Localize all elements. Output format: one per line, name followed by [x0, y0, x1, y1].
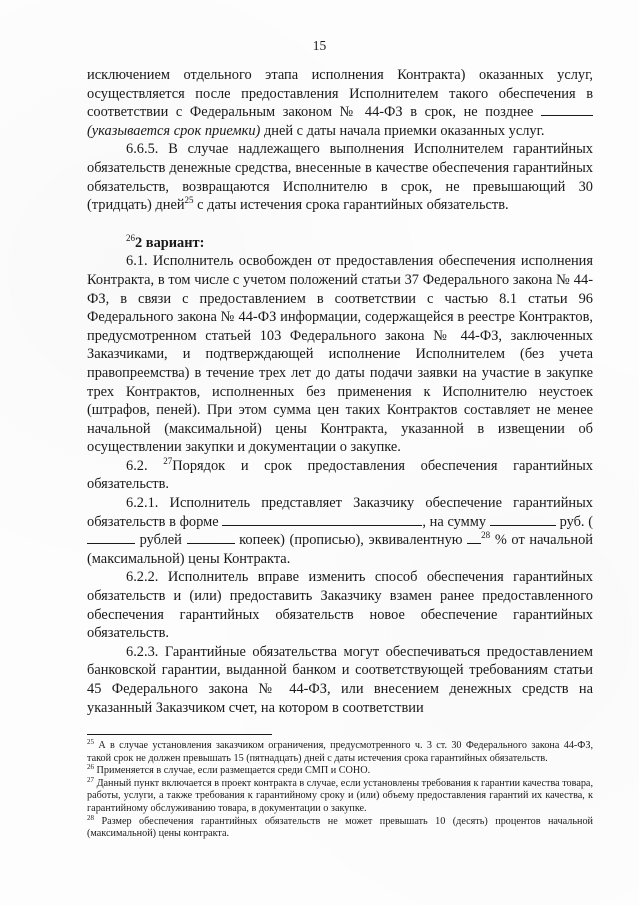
blank-field — [222, 513, 422, 526]
footnote-28: $^{28}$ Размер обеспечения гарантийных обязательств не может превышать 10 (десять) процентов начальной (максимальной) цены контракта. — [87, 813, 593, 840]
paragraph-6-1: 6.1. Исполнитель освобожден от предоставления обеспечения исполнения Контракта, в том числе с учетом положений статьи 37 Федерального закона № 44-ФЗ, в связи с предоставлением в соответствии с частью 8.1 статьи 96 Федерального закона № 44-ФЗ информации, содержащейся в реестре Контрактов, предусмотренном статьей 103 Федерального закона № 44-ФЗ, заключенных Заказчиками, и подтверждающей исполнение Исполнителем (без учета правопреемства) в течение трех лет до даты подачи заявки на участие в закупке трех Контрактов, исполненных без применения к Исполнителю неустоек (штрафов, пеней). При этом сумма цен таких Контрактов составляет не менее начальной (максимальной) цены Контракта, указанной в извещении об осуществлении закупки и документации о закупке. — [87, 253, 593, 456]
page-number: 15 — [312, 38, 327, 53]
paragraph-6-2-3: 6.2.3. Гарантийные обязательства могут обеспечиваться предоставлением банковской гарантии, выданной банком и соответствующей требованиям статьи 45 Федерального закона № 44-ФЗ, или внесением денежных средств на указанный Заказчиком счет, на котором в соответствии — [87, 643, 593, 716]
document-body — [87, 66, 593, 717]
footnote-ref: 25 — [184, 195, 194, 206]
footnote-27: $^{27}$ Данный пункт включается в проект контракта в случае, если установлены требования к гарантии качества товара, работы, услуги, а также требования к гарантийному сроку и (или) объему предоставления гарантий их качества, к гарантийному обслуживанию товара, в документации о закупке. — [87, 775, 593, 814]
blank-field — [187, 531, 235, 544]
paragraph-continuation: исключением отдельного этапа исполнения Контракта) оказанных услуг, осуществляется после предоставления Исполнителем такого обеспечения в соответствии с Федеральным законом № 44-ФЗ в срок, не позднее (указывается срок приемки) дней с даты начала приемки оказанных услуг. — [87, 67, 593, 139]
footnote-separator — [87, 734, 272, 735]
section-heading: $^{26}$2 вариант: — [126, 232, 205, 251]
paragraph-6-2-1: 6.2.1. Исполнитель представляет Заказчику обеспечение гарантийных обязательств в форме , на сумму руб. ( рублей копеек) (прописью), эквивалентную $^{28}$ % от начальной (максимальной) цены Контракта. — [87, 495, 594, 567]
footnote-ref: 28 — [481, 530, 491, 541]
blank-field — [541, 103, 593, 116]
blank-field — [87, 531, 135, 544]
footnote-ref: 27 — [163, 455, 173, 466]
footnote-25: $^{25}$ А в случае установления заказчиком ограничения, предусмотренного ч. 3 ст. 30 Федерального закона 44-ФЗ, такой срок не должен превышать 15 (пятнадцать) дней с даты истечения срока гарантийных обязательств. — [87, 738, 593, 764]
footnotes — [87, 740, 593, 841]
blank-field — [490, 513, 556, 526]
footnote-26: $^{26}$ Применяется в случае, если размещается среди СМП и СОНО. — [87, 763, 371, 777]
paragraph-6-6-5: 6.6.5. В случае надлежащего выполнения Исполнителем гарантийных обязательств денежные средства, внесенные в качестве обеспечения гарантийных обязательств, возвращаются Исполнителю в срок, не превышающий 30 (тридцать) дней$^{25}$ с даты истечения срока гарантийных обязательств. — [87, 141, 593, 214]
blank-field — [467, 531, 481, 544]
paragraph-6-2: 6.2. $^{27}$Порядок и срок предоставления обеспечения гарантийных обязательств. — [87, 455, 593, 493]
footnote-ref: 26 — [126, 232, 135, 243]
paragraph-6-2-2: 6.2.2. Исполнитель вправе изменить способ обеспечения гарантийных обязательств и (или) предоставить Заказчику взамен ранее предоставленного обеспечения гарантийных обязательств новое обеспечение гарантийных обязательств. — [87, 569, 593, 642]
